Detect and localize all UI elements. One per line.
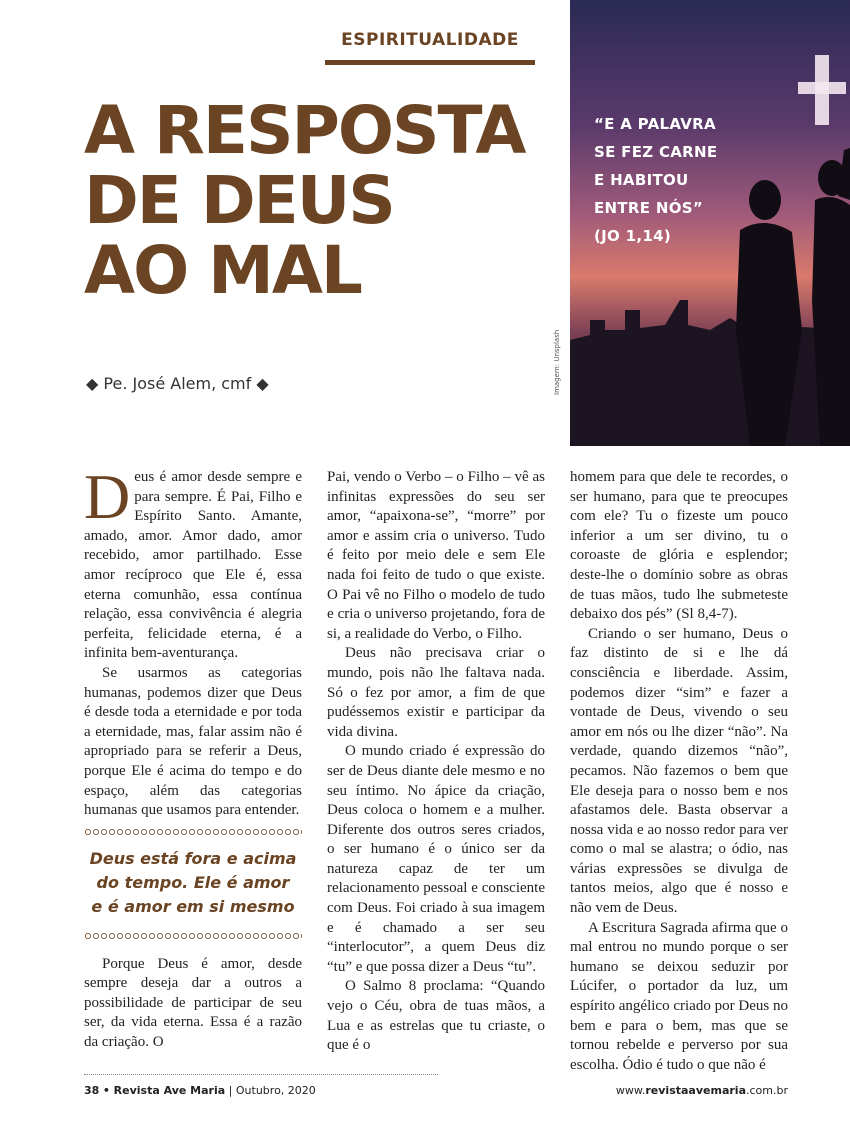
footer-url[interactable] xyxy=(616,1084,788,1097)
bible-quote xyxy=(594,110,754,250)
page-number: 38 xyxy=(84,1084,100,1097)
url-suffix: .com.br xyxy=(746,1084,788,1097)
paragraph xyxy=(84,461,302,664)
url-prefix: www. xyxy=(615,1084,646,1097)
headline-line-2: DE DEUS xyxy=(84,162,394,239)
article-column-1 xyxy=(84,461,302,1053)
headline-line-1: A RESPOSTA xyxy=(84,92,525,169)
ornament-divider xyxy=(84,827,302,837)
photo-credit: Imagem: Unsplash xyxy=(553,329,561,395)
paragraph: Criando o ser humano, Deus o faz distinto de si e lhe dá consciência e liberdade. Assim, podemos dizer “sim” e fazer a vontade de Deus, vivendo o seu amor em nós ou lhe dizer “não”. Na verdade, quando dizemos “não”, pecamos. Não fazemos o bem que Ele deseja para o nosso bem e nos afastamos dele. Basta observar a nossa vida e ao nosso redor para ver como o mal se alastra; o ódio, nas várias expressões se divulga de tantos meios, algo que é nosso e não vem de Deus. xyxy=(570,625,788,917)
paragraph: Deus não precisava criar o mundo, pois não lhe faltava nada. Só o fez por amor, a fim de que pudéssemos existir e participar da vida divina. xyxy=(327,645,545,740)
pull-quote-line: do tempo. Ele é amor xyxy=(96,872,290,892)
paragraph: Porque Deus é amor, desde sempre deseja dar a outros a possibilidade de participar de seu ser, da vida eterna. Essa é a razão da criação. O xyxy=(84,955,302,1051)
section-tag: ESPIRITUALIDADE xyxy=(341,30,519,50)
drop-cap: D xyxy=(84,461,131,532)
footer-folio xyxy=(84,1084,316,1097)
paragraph: homem para que dele te recordes, o ser humano, para que te preocupes com ele? Tu o fizeste um pouco inferior a um ser divino, tu o coroaste de glória e esplendor; deste-lhe o domínio sobre as obras de tuas mãos, tudo lhe submeteste debaixo dos pés” (Sl 8,4-7). xyxy=(570,469,788,623)
author-byline: ◆ Pe. José Alem, cmf ◆ xyxy=(86,374,269,393)
article-column-3 xyxy=(570,468,788,1075)
quote-line: SE FEZ CARNE xyxy=(594,143,718,161)
issue-date: Outubro, 2020 xyxy=(235,1084,316,1097)
headline xyxy=(84,92,564,309)
magazine-name: • Revista Ave Maria xyxy=(102,1084,226,1097)
url-brand: revistaavemaria xyxy=(645,1084,746,1097)
paragraph: Se usarmos as categorias humanas, podemos dizer que Deus é desde toda a eternidade e por toda a eternidade, mas, falar assim não é apropriado para se referir a Deus, porque Ele é acima do tempo e do espaço, além das categorias humanas que usamos para entender. xyxy=(84,664,302,819)
headline-line-3: AO MAL xyxy=(84,232,361,309)
footer-separator: | xyxy=(228,1084,233,1097)
pull-quote xyxy=(84,847,302,919)
footer-rule xyxy=(84,1074,438,1075)
paragraph: A Escritura Sagrada afirma que o mal entrou no mundo porque o ser humano se deixou seduzir por Lúcifer, o portador da luz, um espírito angélico criado por Deus no bem e para o bem, mas que se tornou rebelde e perverso por sua escolha. Ódio é tudo o que não é xyxy=(570,919,788,1073)
paragraph: O Salmo 8 proclama: “Quando vejo o Céu, obra de tuas mãos, a Lua e as estrelas que tu criaste, o que é o xyxy=(327,978,545,1054)
quote-reference: (JO 1,14) xyxy=(594,227,671,245)
quote-line: “E A PALAVRA xyxy=(594,115,716,133)
quote-line: E HABITOU xyxy=(594,171,689,189)
pull-quote-line: Deus está fora e acima xyxy=(89,848,297,868)
quote-line: ENTRE NÓS” xyxy=(594,199,704,217)
ornament-divider xyxy=(84,931,302,941)
paragraph: Pai, vendo o Verbo – o Filho – vê as infinitas expressões do seu ser amor, “apaixona-se”, “morre” por amor e assim cria o universo. Tudo é feito por meio dele e sem Ele nada foi feito de tudo o que existe. O Pai vê no Filho o modelo de tudo e cria o universo projetando, fora de si, a realidade do Verbo, o Filho. xyxy=(327,469,545,642)
pull-quote-line: e é amor em si mesmo xyxy=(91,896,295,916)
article-column-2 xyxy=(327,468,545,1056)
section-rule xyxy=(325,60,535,65)
paragraph-text: eus é amor desde sempre e para sempre. É Pai, Filho e Espírito Santo. Amante, amado, amor. Amor dado, amor recebido, amor partilhado. Esse amor recíproco que Ele é, essa eterna comunhão, essa contínua relação, essa convivência é alegria perfeita, felicidade eterna, é a infinita bem-aventurança. xyxy=(84,469,302,662)
paragraph: O mundo criado é expressão do ser de Deus diante dele mesmo e no seu íntimo. No ápice da criação, Deus coloca o homem e a mulher. Diferente dos outros seres criados, o ser humano é o único ser da natureza capaz de ter um relacionamento pessoal e consciente com Deus. Foi criado à sua imagem e é chamado a ser seu “interlocutor”, a quem Deus diz “tu” e que possa dizer a Deus “tu”. xyxy=(327,743,545,975)
